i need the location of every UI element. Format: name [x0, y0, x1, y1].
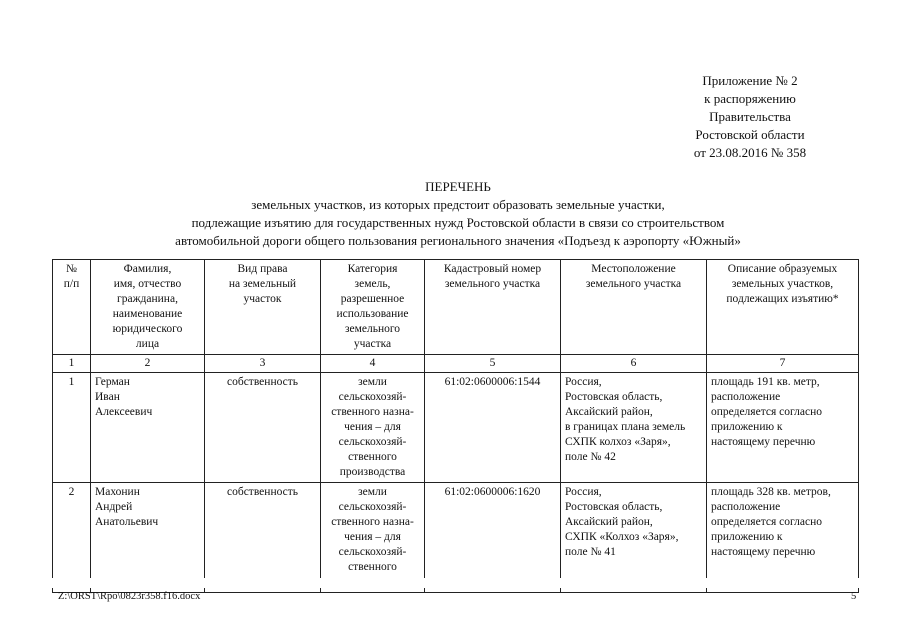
cell-line: имя, отчество: [113, 278, 182, 290]
appendix-block: [640, 72, 860, 162]
header-cell: [53, 260, 91, 355]
land-category: [321, 373, 425, 483]
cell-line: настоящему перечню: [711, 436, 816, 448]
cell-line: земельного участка: [585, 278, 682, 290]
cell-line: определяется согласно: [711, 406, 822, 418]
cell-line: гражданина,: [117, 293, 178, 305]
cell-line: Местоположение: [591, 263, 676, 275]
cell-line: Россия,: [565, 486, 602, 498]
cell-line: лица: [135, 338, 160, 350]
cell-line: наименование: [112, 308, 183, 320]
heading-line: земельных участков, из которых предстоит образовать земельные участки,: [251, 197, 665, 212]
page-number: 5: [851, 591, 857, 602]
cell-line: поле № 41: [565, 546, 616, 558]
page-break-mask: [0, 578, 905, 588]
cell-line: Анатольевич: [95, 516, 159, 528]
column-number-row: [53, 355, 859, 373]
cell-line: ственного: [348, 561, 397, 573]
cell-line: СХПК «Колхоз «Заря»,: [565, 531, 679, 543]
plot-location: [561, 483, 707, 593]
column-number: 5: [425, 355, 561, 373]
cell-line: участка: [353, 338, 392, 350]
cell-line: Кадастровый номер: [443, 263, 542, 275]
plot-description: [707, 483, 859, 593]
row-number: 1: [53, 373, 91, 483]
table-row: [53, 483, 859, 593]
header-cell: [561, 260, 707, 355]
cell-line: Иван: [95, 391, 120, 403]
appendix-line: Правительства: [709, 109, 791, 124]
appendix-line: к распоряжению: [704, 91, 796, 106]
heading-line: автомобильной дороги общего пользования регионального значения «Подъезд к аэропорту «Южный»: [175, 233, 741, 248]
right-type: собственность: [205, 483, 321, 593]
cell-line: ственного назна-: [331, 406, 414, 418]
cell-line: настоящему перечню: [711, 546, 816, 558]
cell-line: Вид права: [237, 263, 288, 275]
cadastral-number: 61:02:0600006:1544: [425, 373, 561, 483]
cell-line: производства: [339, 466, 406, 478]
cell-line: площадь 328 кв. метров,: [711, 486, 831, 498]
header-cell: [321, 260, 425, 355]
cell-line: ственного: [348, 451, 397, 463]
column-number: 1: [53, 355, 91, 373]
cell-line: разрешенное: [340, 293, 405, 305]
cell-line: п/п: [63, 278, 80, 290]
cell-line: №: [66, 263, 77, 275]
right-type: собственность: [205, 373, 321, 483]
appendix-line: Приложение № 2: [702, 73, 798, 88]
cell-line: земельных участков,: [731, 278, 834, 290]
cell-line: Герман: [95, 376, 130, 388]
cell-line: ственного назна-: [331, 516, 414, 528]
column-number: 4: [321, 355, 425, 373]
header-cell: [91, 260, 205, 355]
cell-line: определяется согласно: [711, 516, 822, 528]
row-number: 2: [53, 483, 91, 593]
cell-line: земли: [358, 376, 387, 388]
appendix-line: Ростовской области: [695, 127, 805, 142]
cell-line: Россия,: [565, 376, 602, 388]
cell-line: в границах плана земель: [565, 421, 686, 433]
cell-line: СХПК колхоз «Заря»,: [565, 436, 671, 448]
cell-line: Ростовская область,: [565, 501, 663, 513]
land-plots-table: [52, 259, 859, 593]
cell-line: Описание образуемых: [727, 263, 838, 275]
cell-line: земельного: [344, 323, 401, 335]
cell-line: земельного участка: [444, 278, 541, 290]
table-header-row: [53, 260, 859, 355]
cadastral-number: 61:02:0600006:1620: [425, 483, 561, 593]
document-title: ПЕРЕЧЕНЬ: [425, 179, 491, 194]
cell-line: поле № 42: [565, 451, 616, 463]
cell-line: расположение: [711, 391, 781, 403]
plot-description: [707, 373, 859, 483]
owner-name: [91, 483, 205, 593]
cell-line: юридического: [112, 323, 183, 335]
cell-line: сельскохозяй-: [338, 391, 407, 403]
document-heading: [30, 178, 886, 250]
header-cell: [205, 260, 321, 355]
cell-line: Аксайский район,: [565, 406, 653, 418]
cell-line: земли: [358, 486, 387, 498]
column-number: 6: [561, 355, 707, 373]
column-number: 3: [205, 355, 321, 373]
header-cell: [707, 260, 859, 355]
owner-name: [91, 373, 205, 483]
appendix-line: от 23.08.2016 № 358: [693, 145, 807, 160]
cell-line: сельскохозяй-: [338, 501, 407, 513]
land-category: [321, 483, 425, 593]
cell-line: использование: [336, 308, 409, 320]
plot-location: [561, 373, 707, 483]
cell-line: Аксайский район,: [565, 516, 653, 528]
cell-line: Андрей: [95, 501, 133, 513]
cell-line: чения – для: [344, 531, 401, 543]
header-cell: [425, 260, 561, 355]
cell-line: Категория: [347, 263, 398, 275]
cell-line: чения – для: [344, 421, 401, 433]
column-number: 7: [707, 355, 859, 373]
cell-line: Фамилия,: [123, 263, 172, 275]
file-path: Z:\ORST\Rpo\0823r358.f16.docx: [58, 591, 201, 602]
cell-line: Алексеевич: [95, 406, 153, 418]
cell-line: площадь 191 кв. метр,: [711, 376, 820, 388]
heading-line: подлежащие изъятию для государственных нужд Ростовской области в связи со строительством: [191, 215, 725, 230]
cell-line: приложению к: [711, 421, 783, 433]
cell-line: Махонин: [95, 486, 140, 498]
cell-line: участок: [243, 293, 282, 305]
column-number: 2: [91, 355, 205, 373]
table-row: [53, 373, 859, 483]
cell-line: земель,: [354, 278, 391, 290]
cell-line: сельскохозяй-: [338, 436, 407, 448]
cell-line: Ростовская область,: [565, 391, 663, 403]
cell-line: сельскохозяй-: [338, 546, 407, 558]
cell-line: расположение: [711, 501, 781, 513]
cell-line: на земельный: [228, 278, 297, 290]
cell-line: подлежащих изъятию*: [726, 293, 839, 305]
cell-line: приложению к: [711, 531, 783, 543]
